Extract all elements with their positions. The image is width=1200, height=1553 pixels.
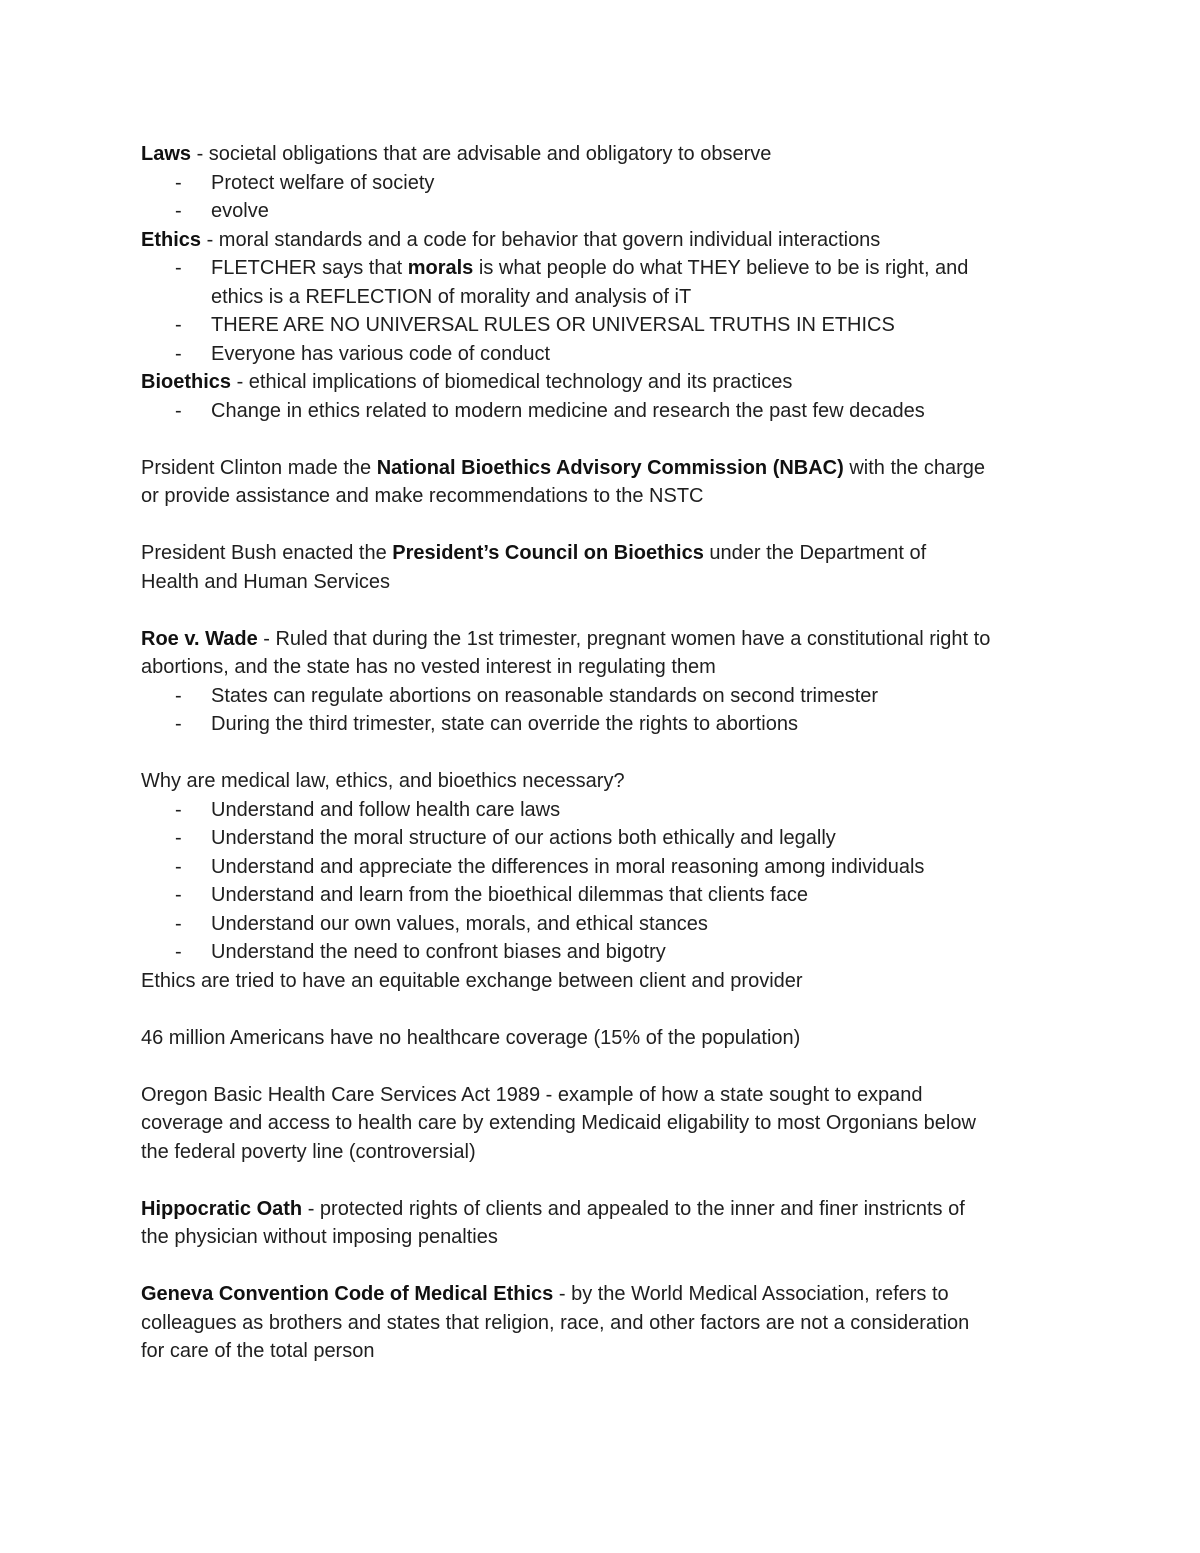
bioethics-def: - ethical implications of biomedical technology and its practices: [231, 371, 793, 393]
list-item: - evolve: [141, 197, 1071, 226]
list-item: - Understand and learn from the bioethical dilemmas that clients face: [141, 881, 1071, 910]
council-term: President’s Council on Bioethics: [392, 542, 704, 564]
geneva-definition-line3: for care of the total person: [141, 1340, 375, 1362]
list-item: - THERE ARE NO UNIVERSAL RULES OR UNIVERSAL TRUTHS IN ETHICS: [141, 311, 1071, 340]
clinton-paragraph-line2: or provide assistance and make recommendations to the NSTC: [141, 485, 704, 507]
bush-paragraph-line2: Health and Human Services: [141, 570, 391, 593]
laws-def: - societal obligations that are advisable and obligatory to observe: [191, 143, 772, 165]
oregon-line2: coverage and access to health care by extending Medicaid eligability to most Orgonians below: [141, 1112, 976, 1134]
bioethics-bullets: [141, 397, 1071, 426]
geneva-term: Geneva Convention Code of Medical Ethics: [141, 1283, 554, 1305]
dash-bullet: -: [175, 713, 182, 735]
dash-bullet: -: [175, 827, 182, 849]
roe-definition-line2: abortions, and the state has no vested interest in regulating them: [141, 656, 716, 678]
dash-bullet: -: [175, 314, 182, 336]
oregon-line3: the federal poverty line (controversial): [141, 1140, 476, 1163]
clinton-paragraph: Prsident Clinton made the National Bioethics Advisory Commission (NBAC) with the charge: [141, 456, 985, 479]
dash-bullet: -: [175, 912, 182, 935]
dash-bullet: -: [175, 171, 182, 194]
list-item: - Understand the moral structure of our actions both ethically and legally: [141, 824, 1071, 853]
hippocratic-term: Hippocratic Oath: [141, 1197, 303, 1220]
why-question: Why are medical law, ethics, and bioethics necessary?: [141, 770, 625, 792]
bush-paragraph: President Bush enacted the President’s Council on Bioethics under the Department of: [141, 542, 927, 564]
nbac-term: National Bioethics Advisory Commission (NBAC): [376, 456, 844, 479]
laws-term: Laws: [141, 143, 192, 165]
dash-bullet: -: [175, 884, 182, 906]
hippocratic-definition-line2: the physician without imposing penalties: [141, 1226, 498, 1248]
dash-bullet: -: [175, 257, 182, 279]
list-item: - Change in ethics related to modern medicine and research the past few decades: [141, 397, 1071, 426]
geneva-definition: Geneva Convention Code of Medical Ethics - by the World Medical Association, refers to: [141, 1283, 949, 1305]
geneva-definition-line2: colleagues as brothers and states that religion, race, and other factors are not a consideration: [141, 1311, 970, 1334]
roe-definition: Roe v. Wade - Ruled that during the 1st trimester, pregnant women have a constitutional right to: [141, 627, 991, 650]
list-item: - Everyone has various code of conduct: [141, 340, 1071, 369]
list-item: - Understand and appreciate the differences in moral reasoning among individuals: [141, 853, 1071, 882]
coverage-statistic: 46 million Americans have no healthcare coverage (15% of the population): [141, 1026, 801, 1049]
list-item: - Understand and follow health care laws: [141, 796, 1071, 825]
list-item: - Understand the need to confront biases and bigotry: [141, 938, 1071, 967]
list-item: - During the third trimester, state can override the rights to abortions: [141, 710, 1071, 739]
laws-bullets: [141, 169, 1071, 226]
ethics-def: - moral standards and a code for behavior that govern individual interactions: [201, 228, 881, 251]
why-closing: Ethics are tried to have an equitable exchange between client and provider: [141, 969, 803, 992]
ethics-definition: [141, 226, 1071, 255]
list-item: - FLETCHER says that morals is what people do what THEY believe to be is right, and ethics is a REFLECTION of morality and analysis of iT: [141, 254, 1071, 311]
dash-bullet: -: [175, 798, 182, 821]
list-item: - Understand our own values, morals, and ethical stances: [141, 910, 1071, 939]
document-body: [141, 140, 1071, 1366]
dash-bullet: -: [175, 855, 182, 878]
laws-definition: [141, 140, 1071, 169]
dash-bullet: -: [175, 200, 182, 222]
dash-bullet: -: [175, 342, 182, 365]
dash-bullet: -: [175, 399, 182, 422]
roe-term: Roe v. Wade: [141, 627, 258, 650]
roe-bullets: [141, 682, 1071, 739]
list-item: - Protect welfare of society: [141, 169, 1071, 198]
dash-bullet: -: [175, 941, 182, 963]
dash-bullet: -: [175, 684, 182, 707]
bioethics-definition: [141, 368, 1071, 397]
ethics-term: Ethics: [141, 228, 202, 251]
list-item: - States can regulate abortions on reasonable standards on second trimester: [141, 682, 1071, 711]
hippocratic-definition: Hippocratic Oath - protected rights of clients and appealed to the inner and finer instricnts of: [141, 1197, 965, 1220]
oregon-line1: Oregon Basic Health Care Services Act 1989 - example of how a state sought to expand: [141, 1083, 923, 1106]
bioethics-term: Bioethics: [141, 371, 232, 393]
morals-term: morals: [407, 257, 474, 279]
ethics-bullets: [141, 254, 1071, 368]
why-bullets: [141, 796, 1071, 967]
